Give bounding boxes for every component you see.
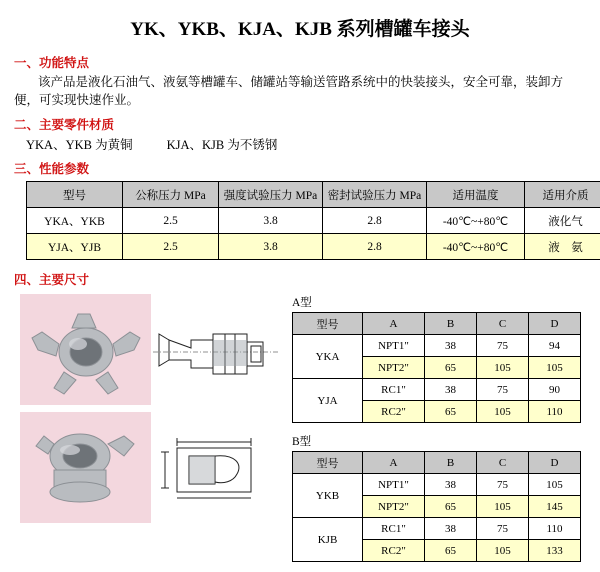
dim-cell: 38 bbox=[425, 518, 477, 540]
dim-header-cell: A bbox=[363, 452, 425, 474]
section-heading-features: 一、功能特点 bbox=[14, 53, 600, 71]
dim-cell: 105 bbox=[529, 357, 581, 379]
spec-header-cell: 公称压力 MPa bbox=[123, 182, 219, 208]
dim-table-header-row bbox=[293, 313, 581, 335]
dim-header-cell: 型号 bbox=[293, 452, 363, 474]
table-row bbox=[293, 379, 581, 401]
dim-cell: NPT1" bbox=[363, 474, 425, 496]
dim-cell: 90 bbox=[529, 379, 581, 401]
dim-cell: RC1" bbox=[363, 379, 425, 401]
dim-table-header-row bbox=[293, 452, 581, 474]
section-heading-spec: 三、性能参数 bbox=[14, 159, 600, 177]
section-heading-dims: 四、主要尺寸 bbox=[14, 270, 600, 288]
dim-header-cell: A bbox=[363, 313, 425, 335]
dim-cell: 94 bbox=[529, 335, 581, 357]
dim-cell: NPT1" bbox=[363, 335, 425, 357]
dim-cell: 38 bbox=[425, 474, 477, 496]
material-left-text: YKA、YKB 为黄铜 bbox=[26, 138, 133, 152]
dim-cell: 75 bbox=[477, 335, 529, 357]
dim-cell: 75 bbox=[477, 379, 529, 401]
spec-cell: -40℃~+80℃ bbox=[427, 234, 525, 260]
table-row bbox=[293, 474, 581, 496]
dim-cell: 105 bbox=[477, 401, 529, 423]
dim-table-label-b: B型 bbox=[292, 433, 584, 449]
spec-header-cell: 密封试验压力 MPa bbox=[323, 182, 427, 208]
dim-cell: 110 bbox=[529, 401, 581, 423]
dim-cell: RC2" bbox=[363, 540, 425, 562]
dim-header-cell: D bbox=[529, 452, 581, 474]
dim-header-cell: D bbox=[529, 313, 581, 335]
spec-header-cell: 适用温度 bbox=[427, 182, 525, 208]
table-row bbox=[27, 234, 600, 260]
spec-cell: 2.5 bbox=[123, 234, 219, 260]
dim-model-cell: YKB bbox=[293, 474, 363, 518]
image-row-b bbox=[20, 412, 284, 523]
dim-cell: 145 bbox=[529, 496, 581, 518]
dim-model-cell: YKA bbox=[293, 335, 363, 379]
dim-cell: 105 bbox=[477, 357, 529, 379]
drawing-type-a bbox=[151, 294, 282, 405]
dim-table-a bbox=[292, 312, 581, 423]
dim-header-cell: B bbox=[425, 452, 477, 474]
material-line bbox=[26, 135, 586, 153]
spec-cell: 2.8 bbox=[323, 234, 427, 260]
spec-header-cell: 型号 bbox=[27, 182, 123, 208]
spec-cell: 3.8 bbox=[219, 208, 323, 234]
spec-table bbox=[26, 181, 600, 260]
page-title: YK、YKB、KJA、KJB 系列槽罐车接头 bbox=[0, 0, 600, 47]
dim-cell: 105 bbox=[529, 474, 581, 496]
dim-cell: NPT2" bbox=[363, 496, 425, 518]
dim-cell: RC2" bbox=[363, 401, 425, 423]
features-paragraph: 该产品是液化石油气、液氨等槽罐车、储罐站等输送管路系统中的快装接头，安全可靠，装卸方便，可实现快速作业。 bbox=[14, 73, 586, 109]
section-heading-material: 二、主要零件材质 bbox=[14, 115, 600, 133]
material-right-text: KJA、KJB 为不锈钢 bbox=[167, 138, 278, 152]
image-column bbox=[20, 294, 284, 530]
photo-type-b bbox=[20, 412, 151, 523]
spec-header-cell: 强度试验压力 MPa bbox=[219, 182, 323, 208]
spec-table-header-row bbox=[27, 182, 600, 208]
dim-cell: 65 bbox=[425, 401, 477, 423]
table-row bbox=[27, 208, 600, 234]
dim-table-b bbox=[292, 451, 581, 562]
dim-cell: NPT2" bbox=[363, 357, 425, 379]
dim-cell: 38 bbox=[425, 379, 477, 401]
dim-cell: 75 bbox=[477, 474, 529, 496]
dim-cell: 75 bbox=[477, 518, 529, 540]
dim-model-cell: KJB bbox=[293, 518, 363, 562]
spec-cell: 液化气 bbox=[525, 208, 600, 234]
spec-cell: 2.5 bbox=[123, 208, 219, 234]
dim-cell: 38 bbox=[425, 335, 477, 357]
dim-cell: 133 bbox=[529, 540, 581, 562]
dim-header-cell: C bbox=[477, 452, 529, 474]
table-row bbox=[293, 335, 581, 357]
dim-cell: RC1" bbox=[363, 518, 425, 540]
dim-cell: 65 bbox=[425, 496, 477, 518]
photo-type-a bbox=[20, 294, 151, 405]
spec-header-cell: 适用介质 bbox=[525, 182, 600, 208]
dim-cell: 65 bbox=[425, 540, 477, 562]
drawing-type-b bbox=[151, 412, 282, 523]
spec-cell: YJA、YJB bbox=[27, 234, 123, 260]
spec-cell: 2.8 bbox=[323, 208, 427, 234]
dim-cell: 110 bbox=[529, 518, 581, 540]
dim-cell: 105 bbox=[477, 540, 529, 562]
image-row-a bbox=[20, 294, 284, 405]
spec-cell: YKA、YKB bbox=[27, 208, 123, 234]
spec-cell: 3.8 bbox=[219, 234, 323, 260]
dim-cell: 65 bbox=[425, 357, 477, 379]
spec-cell: -40℃~+80℃ bbox=[427, 208, 525, 234]
dim-model-cell: YJA bbox=[293, 379, 363, 423]
dim-table-label-a: A型 bbox=[292, 294, 584, 310]
dim-header-cell: 型号 bbox=[293, 313, 363, 335]
dim-header-cell: C bbox=[477, 313, 529, 335]
spec-cell: 液 氨 bbox=[525, 234, 600, 260]
table-row bbox=[293, 518, 581, 540]
dim-header-cell: B bbox=[425, 313, 477, 335]
dim-cell: 105 bbox=[477, 496, 529, 518]
dimension-tables-column bbox=[292, 294, 584, 572]
